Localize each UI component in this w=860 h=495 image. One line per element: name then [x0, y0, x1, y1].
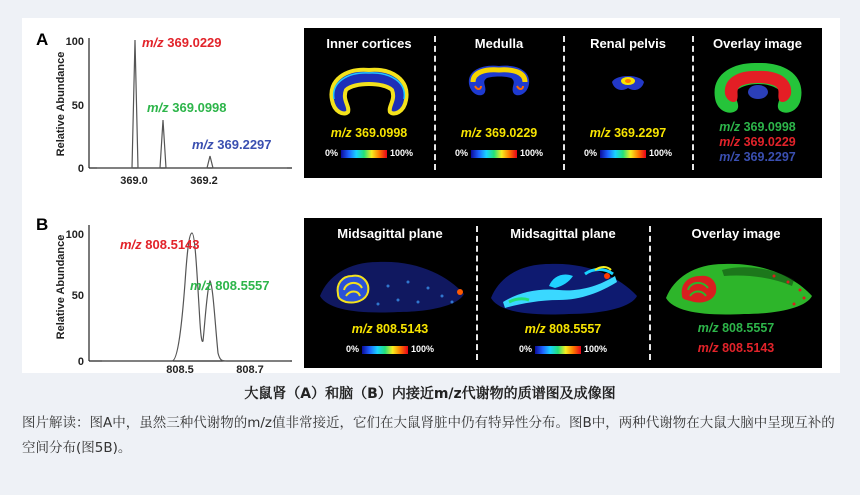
colorbar-max: 100% [648, 148, 673, 158]
overlay-legend [650, 318, 822, 358]
panel-a-peak-2-label [147, 100, 227, 115]
tile-mz-prefix: m/z [351, 322, 373, 336]
tile-mz-value: 369.2297 [614, 126, 667, 140]
legend-value: 369.2297 [743, 150, 796, 164]
figure [22, 18, 840, 376]
overlay-legend-item [693, 150, 822, 165]
brain-midsagittal-image-2 [489, 246, 639, 318]
colorbar-max: 100% [583, 344, 608, 354]
panel-b-peak-1-value: 808.5143 [145, 237, 200, 252]
overlay-legend-item [693, 135, 822, 150]
tile-mz-label [477, 322, 649, 336]
tile-mz-value: 808.5143 [376, 322, 429, 336]
panel-a-peak-1-prefix: m/z [142, 35, 164, 50]
panel-b-letter: B [36, 215, 49, 234]
panel-b-peak-2-prefix: m/z [190, 278, 212, 293]
panel-a-peak-1-label [142, 35, 222, 50]
tile-title: Medulla [474, 36, 524, 51]
tile-title: Renal pelvis [590, 36, 666, 51]
panel-b-spectrum [22, 203, 312, 376]
panel-a-xtick-2: 369.2 [190, 175, 218, 187]
legend-prefix: m/z [719, 150, 741, 164]
tile-title: Inner cortices [326, 36, 412, 51]
panel-b-ylabel: Relative Abundance [55, 234, 67, 340]
tile-mz-value: 808.5557 [549, 322, 602, 336]
tile-mz-label [304, 322, 476, 336]
panel-a-ytick-0: 0 [77, 163, 84, 175]
kidney-inner-cortex-image [324, 62, 414, 122]
panel-b-tile-midsagittal-1 [304, 218, 476, 368]
colorbar-gradient [362, 346, 408, 354]
panel-b-peak-1-prefix: m/z [120, 237, 142, 252]
overlay-legend [693, 120, 822, 165]
panel-b-ytick-50: 50 [71, 290, 84, 302]
tile-colorbar [564, 148, 692, 158]
colorbar-max: 100% [389, 148, 414, 158]
panel-b-image-strip [304, 218, 822, 368]
panel-a-peak-1-value: 369.0229 [167, 35, 222, 50]
panel-b-peak-2-value: 808.5557 [215, 278, 270, 293]
panel-a-xtick-1: 369.0 [120, 175, 148, 187]
colorbar-max: 100% [519, 148, 544, 158]
kidney-medulla-image [463, 60, 535, 110]
legend-value: 808.5143 [722, 341, 775, 355]
panel-a-letter: A [36, 30, 49, 49]
colorbar-gradient [600, 150, 646, 158]
tile-colorbar [304, 344, 476, 354]
panel-b-tile-midsagittal-2 [477, 218, 649, 368]
panel-a-peak-2-prefix: m/z [147, 100, 169, 115]
panel-a-spectrum [22, 18, 312, 193]
panel-b-trace [102, 233, 290, 361]
colorbar-min: 0% [454, 148, 468, 158]
tile-mz-label [435, 126, 563, 140]
panel-b-xtick-2: 808.7 [236, 364, 264, 376]
panel-b-xtick-1: 808.5 [166, 364, 194, 376]
colorbar-min: 0% [518, 344, 532, 354]
figure-caption: 大鼠肾（A）和脑（B）内接近m/z代谢物的质谱图及成像图 [244, 386, 616, 402]
panel-a-ytick-50: 50 [71, 100, 84, 112]
panel-a-ylabel: Relative Abundance [55, 51, 67, 157]
legend-prefix: m/z [719, 135, 741, 149]
colorbar-gradient [471, 150, 517, 158]
tile-colorbar [435, 148, 563, 158]
tile-title: Midsagittal plane [337, 226, 443, 241]
overlay-legend-item [650, 338, 822, 358]
panel-a-tile-inner-cortices [304, 28, 434, 178]
legend-prefix: m/z [719, 120, 741, 134]
colorbar-min: 0% [345, 344, 359, 354]
panel-b-peak-1-label [120, 237, 200, 252]
tile-title: Overlay image [713, 36, 802, 51]
panel-a-tile-overlay [693, 28, 822, 178]
panel-a-peak-3-prefix: m/z [192, 137, 214, 152]
tile-colorbar [304, 148, 434, 158]
brain-midsagittal-image-1 [318, 246, 466, 316]
panel-a-peak-3-label [192, 137, 272, 152]
tile-mz-prefix: m/z [330, 126, 352, 140]
tile-colorbar [477, 344, 649, 354]
legend-value: 369.0998 [743, 120, 796, 134]
overlay-legend-item [650, 318, 822, 338]
panel-a-peak-2-value: 369.0998 [172, 100, 227, 115]
panel-a-tile-renal-pelvis [564, 28, 692, 178]
tile-title: Overlay image [691, 226, 781, 241]
colorbar-max: 100% [410, 344, 435, 354]
kidney-renal-pelvis-image [608, 70, 648, 98]
tile-mz-value: 369.0229 [485, 126, 538, 140]
panel-b-ytick-0: 0 [77, 356, 84, 368]
panel-b-peak-2-label [190, 278, 270, 293]
colorbar-gradient [341, 150, 387, 158]
colorbar-min: 0% [583, 148, 597, 158]
tile-mz-label [564, 126, 692, 140]
tile-mz-label [304, 126, 434, 140]
panel-b-ytick-100: 100 [65, 229, 84, 241]
kidney-overlay-image [709, 58, 807, 122]
panel-a-image-strip [304, 28, 822, 178]
panel-a-tile-medulla [435, 28, 563, 178]
legend-prefix: m/z [697, 321, 719, 335]
tile-mz-value: 369.0998 [355, 126, 408, 140]
colorbar-gradient [535, 346, 581, 354]
figure-explanation: 图片解读：图A中，虽然三种代谢物的m/z值非常接近，它们在大鼠肾脏中仍有特异性分布。图B中，两种代谢物在大鼠大脑中呈现互补的空间分布(图5B)。 [22, 415, 835, 456]
tile-title: Midsagittal plane [510, 226, 616, 241]
tile-mz-prefix: m/z [460, 126, 482, 140]
overlay-legend-item [693, 120, 822, 135]
colorbar-min: 0% [324, 148, 338, 158]
legend-prefix: m/z [697, 341, 719, 355]
brain-overlay-image [664, 246, 814, 316]
tile-mz-prefix: m/z [589, 126, 611, 140]
tile-mz-prefix: m/z [524, 322, 546, 336]
panel-a-peak-3-value: 369.2297 [217, 137, 272, 152]
panel-a-ytick-100: 100 [65, 36, 84, 48]
legend-value: 808.5557 [722, 321, 775, 335]
panel-b-tile-overlay [650, 218, 822, 368]
legend-value: 369.0229 [743, 135, 796, 149]
